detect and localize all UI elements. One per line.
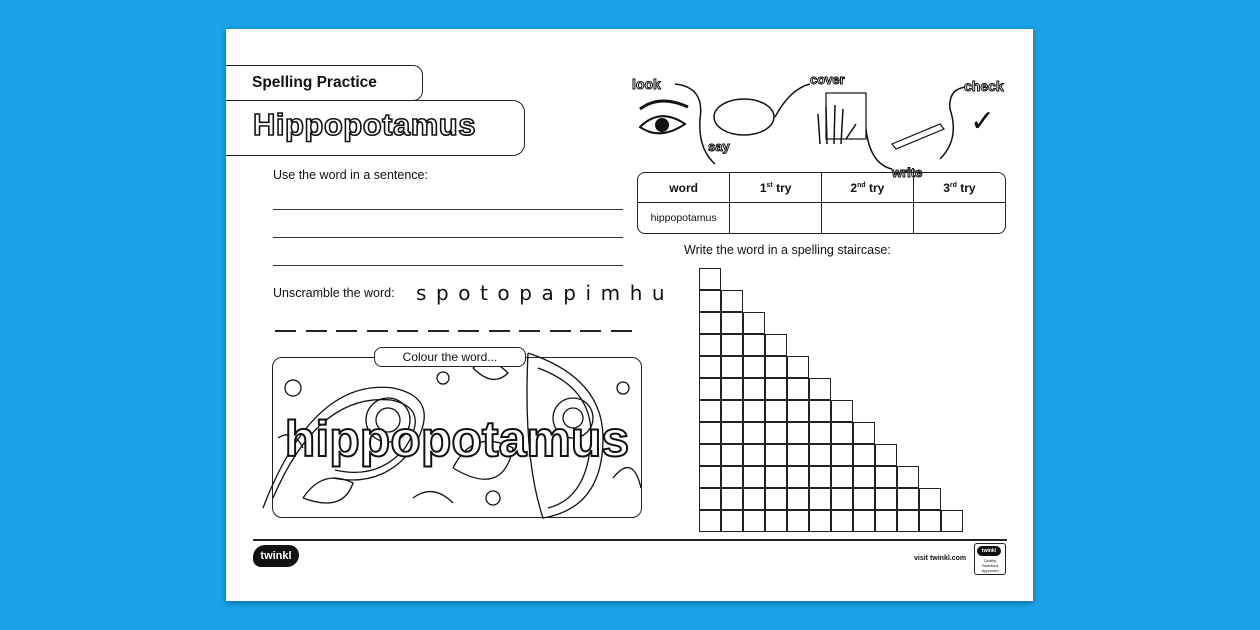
staircase-cell[interactable] [721, 378, 743, 400]
staircase-cell[interactable] [765, 466, 787, 488]
footer-divider [253, 539, 1007, 541]
header-num: 1 [759, 180, 767, 195]
staircase-cell[interactable] [743, 378, 765, 400]
step-cover-label: cover [810, 72, 845, 87]
staircase-cell[interactable] [809, 422, 831, 444]
staircase-cell[interactable] [853, 444, 875, 466]
unscramble-label: Unscramble the word: [273, 286, 395, 300]
staircase-cell[interactable] [743, 312, 765, 334]
header-num: 2 [850, 180, 858, 195]
header-word [638, 173, 730, 203]
unscramble-blank[interactable] [550, 330, 571, 332]
staircase-cell[interactable] [699, 466, 721, 488]
staircase-cell[interactable] [831, 400, 853, 422]
arrow-say-cover [775, 84, 810, 117]
staircase-cell[interactable] [787, 444, 809, 466]
staircase-cell[interactable] [743, 510, 765, 532]
look-say-cover-write-check-illustration [630, 69, 1010, 180]
header-tail: try [865, 180, 885, 195]
staircase-cell[interactable] [721, 488, 743, 510]
step-look-label: look [632, 76, 661, 92]
unscramble-blank[interactable] [611, 330, 632, 332]
staircase-cell[interactable] [699, 488, 721, 510]
staircase-cell[interactable] [721, 466, 743, 488]
cover-card [826, 93, 866, 139]
header-tab-label: Spelling Practice [252, 74, 377, 91]
step-write-label: write [892, 165, 923, 180]
staircase-cell[interactable] [787, 378, 809, 400]
staircase-cell[interactable] [809, 466, 831, 488]
staircase-cell[interactable] [765, 356, 787, 378]
staircase-cell[interactable] [809, 510, 831, 532]
unscramble-blank[interactable] [275, 330, 296, 332]
staircase-cell[interactable] [721, 356, 743, 378]
staircase-cell[interactable] [765, 422, 787, 444]
visit-link[interactable]: visit twinkl.com [914, 555, 967, 562]
staircase-cell[interactable] [699, 312, 721, 334]
header-try-2 [822, 173, 914, 203]
try-1-cell[interactable] [730, 203, 822, 234]
attempts-table [637, 172, 1006, 234]
staircase-cell[interactable] [765, 488, 787, 510]
staircase-cell[interactable] [831, 466, 853, 488]
unscramble-blank[interactable] [458, 330, 479, 332]
unscramble-blank[interactable] [489, 330, 510, 332]
badge-logo: twinkl [977, 546, 1001, 556]
staircase-cell[interactable] [699, 422, 721, 444]
eye-pupil [655, 118, 669, 132]
step-say-label: say [708, 139, 730, 154]
header-tail: try [772, 180, 792, 195]
colour-label: Colour the word... [402, 350, 498, 364]
staircase-cell[interactable] [809, 400, 831, 422]
staircase-cell[interactable] [743, 444, 765, 466]
header-suffix: nd [857, 181, 866, 189]
staircase-cell[interactable] [743, 356, 765, 378]
staircase-cell[interactable] [699, 290, 721, 312]
staircase-cell[interactable] [743, 488, 765, 510]
staircase-cell[interactable] [765, 334, 787, 356]
staircase-cell[interactable] [941, 510, 963, 532]
step-check-label: check [964, 78, 1004, 94]
staircase-cell[interactable] [699, 356, 721, 378]
header-suffix: rd [949, 181, 957, 189]
staircase-cell[interactable] [743, 334, 765, 356]
staircase-cell[interactable] [787, 400, 809, 422]
staircase-cell[interactable] [831, 510, 853, 532]
colour-word: hippopotamus [284, 411, 630, 467]
speech-bubble-icon [714, 99, 774, 135]
check-mark-icon: ✓ [970, 104, 996, 139]
quality-badge [974, 543, 1006, 575]
try-3-cell[interactable] [913, 203, 1005, 234]
title-tab [226, 100, 525, 156]
unscramble-blank[interactable] [519, 330, 540, 332]
staircase-cell[interactable] [721, 422, 743, 444]
staircase-cell[interactable] [831, 488, 853, 510]
staircase-cell[interactable] [787, 356, 809, 378]
word-title: Hippopotamus [253, 107, 476, 142]
staircase-cell[interactable] [897, 488, 919, 510]
worksheet [226, 29, 1033, 601]
staircase-cell[interactable] [743, 422, 765, 444]
staircase-cell[interactable] [897, 466, 919, 488]
staircase-cell[interactable] [809, 444, 831, 466]
staircase-label: Write the word in a spelling staircase: [684, 243, 891, 257]
staircase-cell[interactable] [699, 444, 721, 466]
header-tail: try [956, 180, 976, 195]
staircase-cell[interactable] [721, 444, 743, 466]
twinkl-logo: twinkl [253, 545, 299, 567]
staircase-cell[interactable] [721, 290, 743, 312]
staircase-cell[interactable] [831, 422, 853, 444]
staircase-cell[interactable] [809, 488, 831, 510]
staircase-cell[interactable] [699, 378, 721, 400]
table-word-cell: hippopotamus [638, 203, 730, 234]
unscramble-blank[interactable] [306, 330, 327, 332]
staircase-cell[interactable] [721, 312, 743, 334]
staircase-cell[interactable] [787, 466, 809, 488]
unscramble-blank[interactable] [397, 330, 418, 332]
staircase-cell[interactable] [721, 400, 743, 422]
header-num: 3 [943, 180, 950, 195]
pencil-icon [892, 124, 944, 149]
header-word-label: word [669, 180, 698, 195]
staircase-cell[interactable] [809, 378, 831, 400]
staircase-cell[interactable] [831, 444, 853, 466]
staircase-cell[interactable] [853, 422, 875, 444]
unscramble-blank[interactable] [428, 330, 449, 332]
staircase-cell[interactable] [699, 510, 721, 532]
header-try-3 [913, 173, 1005, 203]
try-2-cell[interactable] [822, 203, 914, 234]
staircase-cell[interactable] [853, 488, 875, 510]
staircase-cell[interactable] [919, 510, 941, 532]
unscramble-blank[interactable] [367, 330, 388, 332]
scrambled-letters: s p o t o p a p i m h u [416, 281, 667, 305]
sentence-label: Use the word in a sentence: [273, 168, 428, 182]
staircase-cell[interactable] [765, 510, 787, 532]
staircase-cell[interactable] [875, 510, 897, 532]
header-suffix: st [766, 181, 773, 189]
arrow-write-check [940, 87, 966, 159]
staircase-cell[interactable] [699, 334, 721, 356]
staircase-cell[interactable] [765, 378, 787, 400]
staircase-cell[interactable] [919, 488, 941, 510]
arrow-cover-write [866, 129, 892, 169]
staircase-cell[interactable] [875, 466, 897, 488]
staircase-cell[interactable] [875, 488, 897, 510]
header-tab [226, 65, 423, 101]
staircase-cell[interactable] [765, 400, 787, 422]
staircase-cell[interactable] [699, 400, 721, 422]
colour-box [272, 357, 642, 518]
staircase-cell[interactable] [787, 510, 809, 532]
table-header-row [638, 173, 1005, 203]
staircase-cell[interactable] [875, 444, 897, 466]
sentence-line [273, 265, 623, 266]
staircase-cell[interactable] [787, 488, 809, 510]
table-row [638, 203, 1005, 234]
staircase-cell[interactable] [743, 400, 765, 422]
staircase-cell[interactable] [699, 268, 721, 290]
staircase-cell[interactable] [897, 510, 919, 532]
staircase-cell[interactable] [853, 466, 875, 488]
eyebrow [640, 101, 688, 109]
staircase-cell[interactable] [787, 422, 809, 444]
sentence-line [273, 209, 623, 210]
staircase-cell[interactable] [765, 444, 787, 466]
staircase-cell[interactable] [743, 466, 765, 488]
colour-tab [374, 347, 526, 367]
header-try-1 [730, 173, 822, 203]
unscramble-blank[interactable] [336, 330, 357, 332]
staircase-cell[interactable] [853, 510, 875, 532]
staircase-cell[interactable] [721, 334, 743, 356]
hand-icon [818, 105, 856, 144]
unscramble-blank[interactable] [580, 330, 601, 332]
badge-text: Quality Standard Approved [981, 558, 999, 573]
staircase-cell[interactable] [721, 510, 743, 532]
sentence-line [273, 237, 623, 238]
